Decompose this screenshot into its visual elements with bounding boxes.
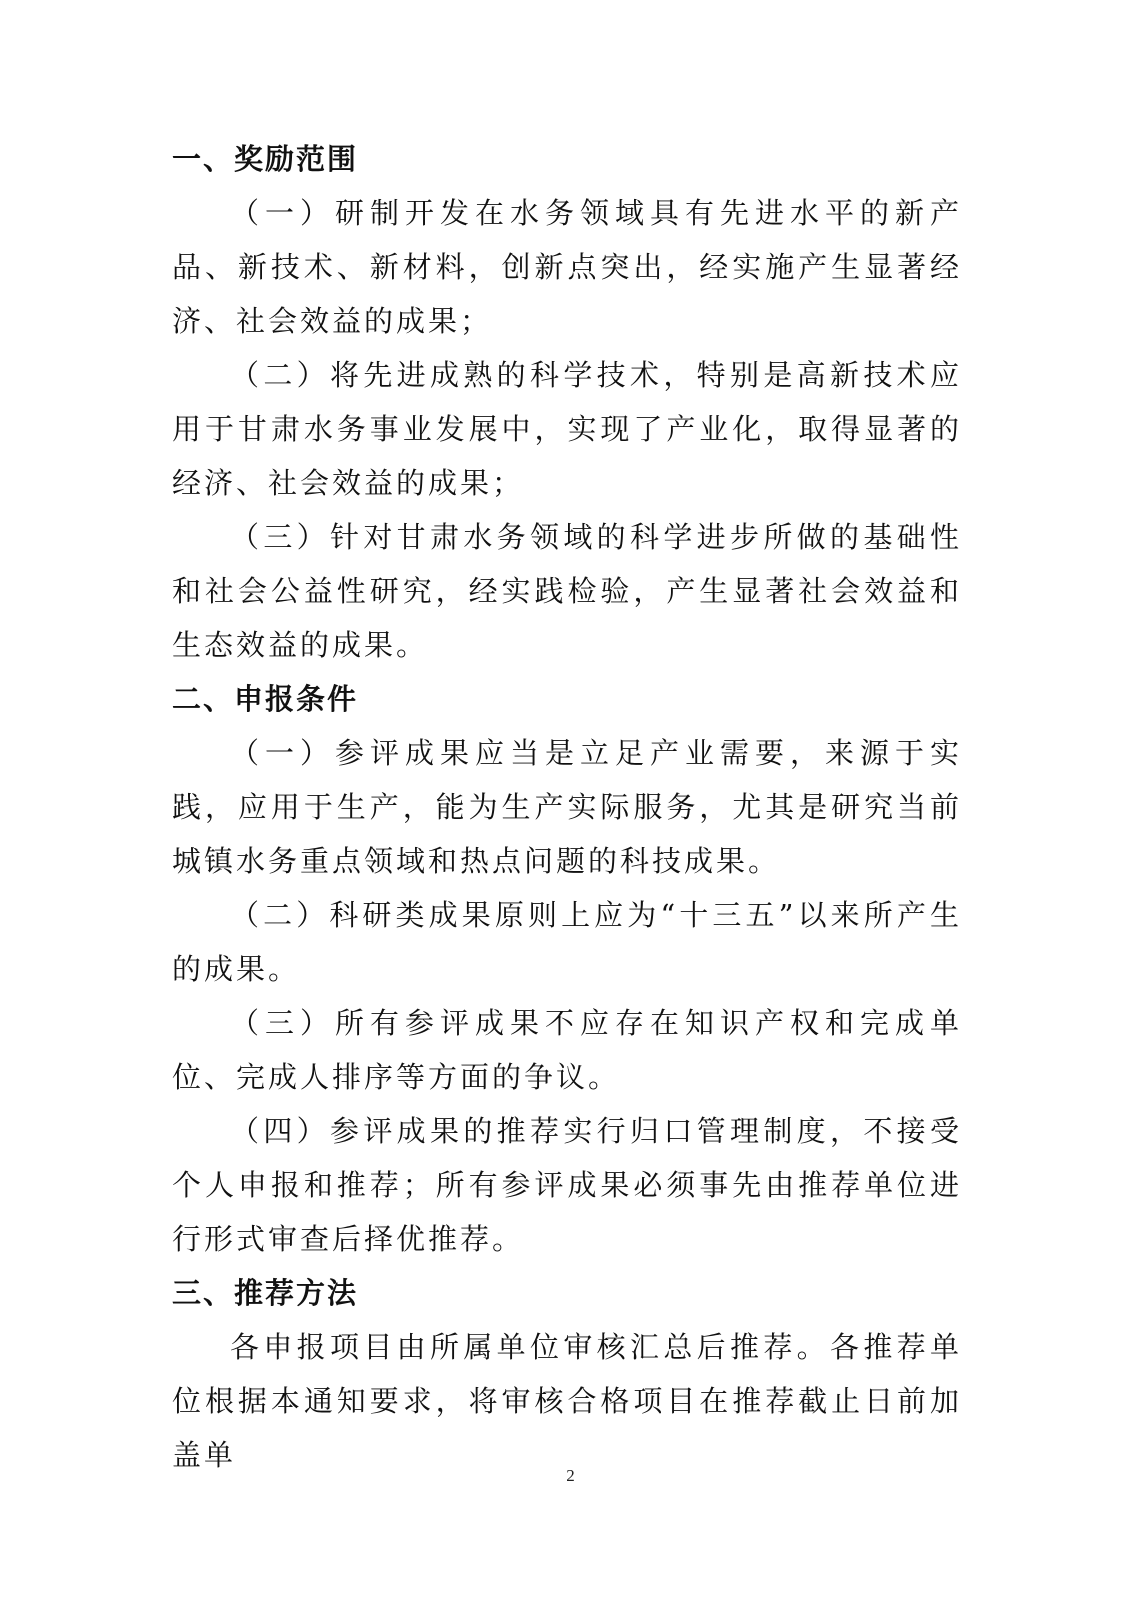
paragraph: （四）参评成果的推荐实行归口管理制度，不接受个人申报和推荐；所有参评成果必须事先由推荐单位进行形式审查后择优推荐。 [172, 1114, 962, 1256]
paragraph: （一）参评成果应当是立足产业需要，来源于实践，应用于生产，能为生产实际服务，尤其是研究当前城镇水务重点领域和热点问题的科技成果。 [172, 736, 962, 878]
section-heading-application-conditions: 二、申报条件 [172, 682, 359, 716]
document-body [172, 132, 962, 1482]
section-heading-recommendation-method: 三、推荐方法 [172, 1276, 359, 1310]
section-heading-award-scope: 一、奖励范围 [172, 142, 359, 176]
paragraph: （三）所有参评成果不应存在知识产权和完成单位、完成人排序等方面的争议。 [172, 1006, 962, 1094]
page-number: 2 [566, 1466, 575, 1485]
paragraph: （二）将先进成熟的科学技术，特别是高新技术应用于甘肃水务事业发展中，实现了产业化，取得显著的经济、社会效益的成果； [172, 358, 962, 500]
paragraph: （三）针对甘肃水务领域的科学进步所做的基础性和社会公益性研究，经实践检验，产生显著社会效益和生态效益的成果。 [172, 520, 962, 662]
paragraph: （二）科研类成果原则上应为“十三五”以来所产生的成果。 [172, 898, 962, 986]
paragraph: 各申报项目由所属单位审核汇总后推荐。各推荐单位根据本通知要求，将审核合格项目在推荐截止日前加盖单 [172, 1330, 962, 1472]
paragraph: （一）研制开发在水务领域具有先进水平的新产品、新技术、新材料，创新点突出，经实施产生显著经济、社会效益的成果； [172, 196, 962, 338]
